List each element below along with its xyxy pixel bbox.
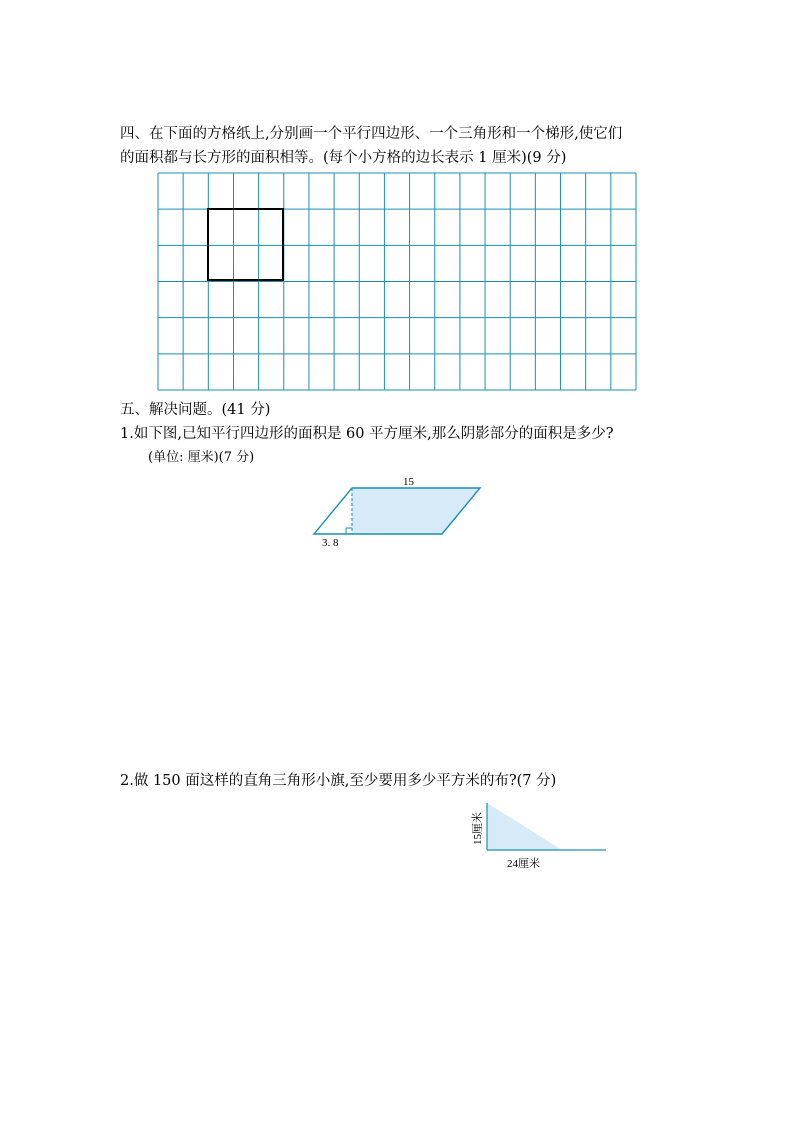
label-top-15: 15 [403,476,414,488]
right-angle-mark [346,528,352,534]
label-height-15cm: 15厘米 [472,812,484,845]
parallelogram-outline [314,488,480,534]
q1-unit-note: (单位: 厘米)(7 分) [148,450,255,465]
label-base-24cm: 24厘米 [507,858,540,870]
q2-text: 2.做 150 面这样的直角三角形小旗,至少要用多少平方米的布?(7 分) [120,773,557,789]
q1-text: 1.如下图,已知平行四边形的面积是 60 平方厘米,那么阴影部分的面积是多少? [120,426,614,442]
shaded-region [352,488,480,534]
flag-triangle [487,803,562,850]
section4-line1: 四、在下面的方格纸上,分别画一个平行四边形、一个三角形和一个梯形,使它们 [120,126,623,142]
label-bottom-3-8: 3. 8 [322,537,339,549]
grid-lines [158,173,636,390]
section5-title: 五、解决问题。(41 分) [120,402,271,418]
section4-line2: 的面积都与长方形的面积相等。(每个小方格的边长表示 1 厘米)(9 分) [120,150,567,166]
given-rectangle [208,209,283,280]
